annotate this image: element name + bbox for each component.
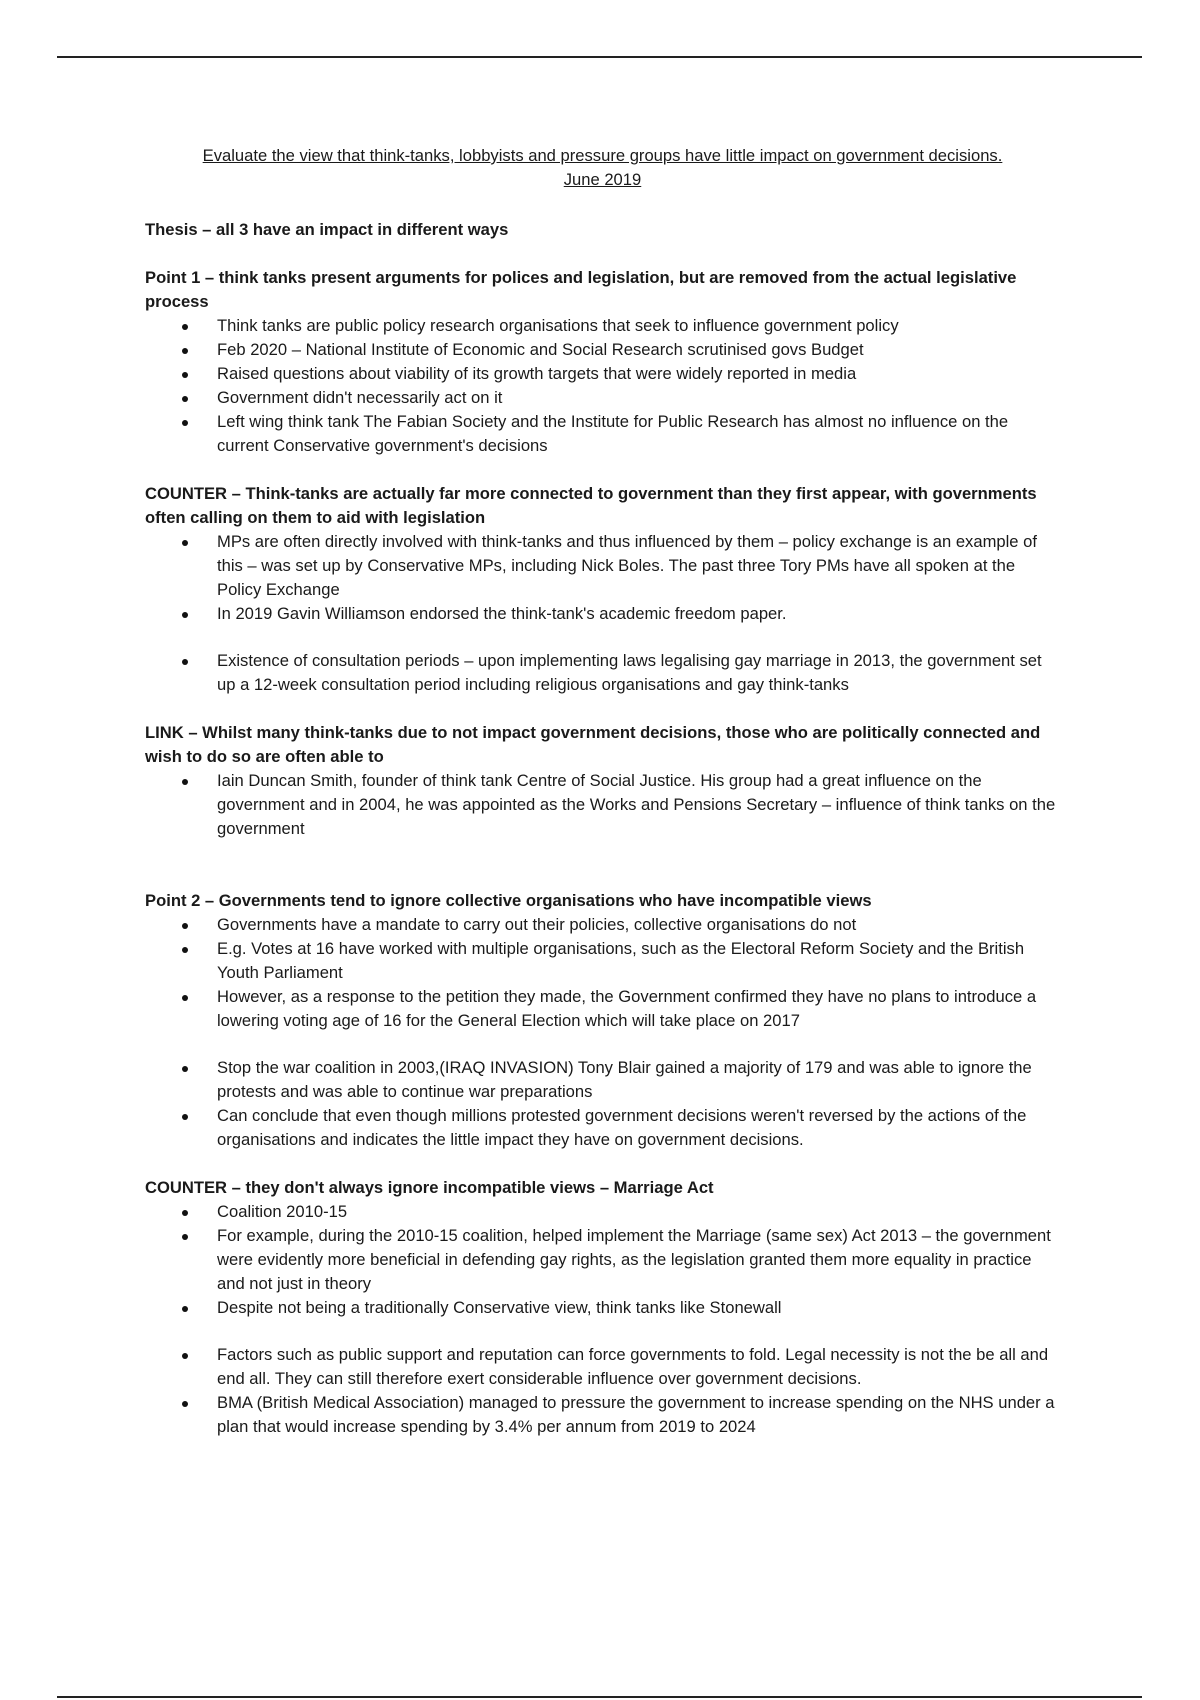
list-item-text: Existence of consultation periods – upon implementing laws legalising gay marriage in 2013, the government set up a 12-week consultation period including religious organisations and gay think-tanks [217,651,1042,694]
list-item [145,1296,1060,1320]
list-item-text: Left wing think tank The Fabian Society and the Institute for Public Research has almost no influence on the current Conservative government's decisions [217,412,1009,455]
bullet-icon [182,659,188,665]
essay-question: Evaluate the view that think-tanks, lobbyists and pressure groups have little impact on government decisions. [202,146,1003,165]
list-item-text: BMA (British Medical Association) managed to pressure the government to increase spending on the NHS under a plan that would increase spending by 3.4% per annum from 2019 to 2024 [217,1393,1055,1436]
bullet-list [145,913,1060,1033]
list-item-text: Can conclude that even though millions protested government decisions weren't reversed by the actions of the organisations and indicates the little impact they have on government decisions. [217,1106,1027,1149]
list-item-text: Government didn't necessarily act on it [217,388,503,407]
list-item [145,338,1060,362]
list-item [145,649,1060,697]
bullet-icon [182,995,188,1001]
list-item-text: Feb 2020 – National Institute of Economic and Social Research scrutinised govs Budget [217,340,864,359]
thesis-heading: Thesis – all 3 have an impact in different ways [145,220,509,239]
bullet-list [145,1200,1060,1320]
bullet-icon [182,396,188,402]
bullet-icon [182,348,188,354]
bullet-list [145,1056,1060,1152]
bullet-list [145,649,1060,697]
list-item [145,386,1060,410]
section-heading: COUNTER – they don't always ignore incompatible views – Marriage Act [145,1178,714,1197]
list-item [145,314,1060,338]
list-item [145,410,1060,458]
list-item-text: Stop the war coalition in 2003,(IRAQ INVASION) Tony Blair gained a majority of 179 and was able to ignore the protests and was able to continue war preparations [217,1058,1032,1101]
list-item-text: MPs are often directly involved with think-tanks and thus influenced by them – policy exchange is an example of this – was set up by Conservative MPs, including Nick Boles. The past three Tory PMs have all spoken at the Policy Exchange [217,532,1037,599]
list-item-text: Factors such as public support and reputation can force governments to fold. Legal necessity is not the be all and end all. They can still therefore exert considerable influence over government decisions. [217,1345,1049,1388]
list-item [145,1391,1060,1439]
bullet-icon [182,779,188,785]
list-item-text: Despite not being a traditionally Conservative view, think tanks like Stonewall [217,1298,782,1317]
list-item [145,1224,1060,1296]
list-item [145,1056,1060,1104]
essay-date: June 2019 [563,170,642,189]
list-item-text: For example, during the 2010-15 coalition, helped implement the Marriage (same sex) Act 2013 – the government were evidently more beneficial in defending gay rights, as the legislation granted them more equality in practice and not just in theory [217,1226,1051,1293]
list-item-text: However, as a response to the petition they made, the Government confirmed they have no plans to introduce a lowering voting age of 16 for the General Election which will take place on 2017 [217,987,1037,1030]
list-item-text: Think tanks are public policy research organisations that seek to influence government policy [217,316,899,335]
list-item-text: Raised questions about viability of its growth targets that were widely reported in media [217,364,857,383]
bullet-icon [182,1306,188,1312]
bullet-icon [182,947,188,953]
bullet-icon [182,420,188,426]
bullet-icon [182,1210,188,1216]
list-item-text: E.g. Votes at 16 have worked with multiple organisations, such as the Electoral Reform Society and the British Youth Parliament [217,939,1025,982]
bullet-icon [182,1353,188,1359]
list-item [145,985,1060,1033]
list-item [145,1343,1060,1391]
top-divider [57,56,1142,58]
bullet-icon [182,1114,188,1120]
bottom-divider [57,1696,1142,1698]
bullet-icon [182,372,188,378]
list-item [145,1200,1060,1224]
list-item-text: Coalition 2010-15 [217,1202,348,1221]
bullet-icon [182,1401,188,1407]
essay-sections [145,266,1060,1439]
section-heading: COUNTER – Think-tanks are actually far more connected to government than they first appear, with governments often calling on them to aid with legislation [145,484,1037,527]
bullet-icon [182,540,188,546]
section-heading: Point 2 – Governments tend to ignore collective organisations who have incompatible views [145,891,872,910]
list-item [145,937,1060,985]
list-item [145,362,1060,386]
bullet-icon [182,1066,188,1072]
bullet-icon [182,612,188,618]
list-item [145,1104,1060,1152]
bullet-icon [182,1234,188,1240]
list-item [145,602,1060,626]
list-item [145,913,1060,937]
document-body [145,144,1060,1439]
bullet-icon [182,923,188,929]
bullet-list [145,530,1060,626]
list-item [145,769,1060,841]
section-heading: Point 1 – think tanks present arguments for polices and legislation, but are removed from the actual legislative process [145,268,1017,311]
bullet-list [145,314,1060,458]
list-item-text: In 2019 Gavin Williamson endorsed the think-tank's academic freedom paper. [217,604,787,623]
bullet-icon [182,324,188,330]
bullet-list [145,1343,1060,1439]
list-item-text: Iain Duncan Smith, founder of think tank Centre of Social Justice. His group had a great influence on the government and in 2004, he was appointed as the Works and Pensions Secretary – influence of think tanks on the government [217,771,1056,838]
section-heading: LINK – Whilst many think-tanks due to not impact government decisions, those who are politically connected and wish to do so are often able to [145,723,1041,766]
bullet-list [145,769,1060,841]
list-item-text: Governments have a mandate to carry out their policies, collective organisations do not [217,915,857,934]
list-item [145,530,1060,602]
